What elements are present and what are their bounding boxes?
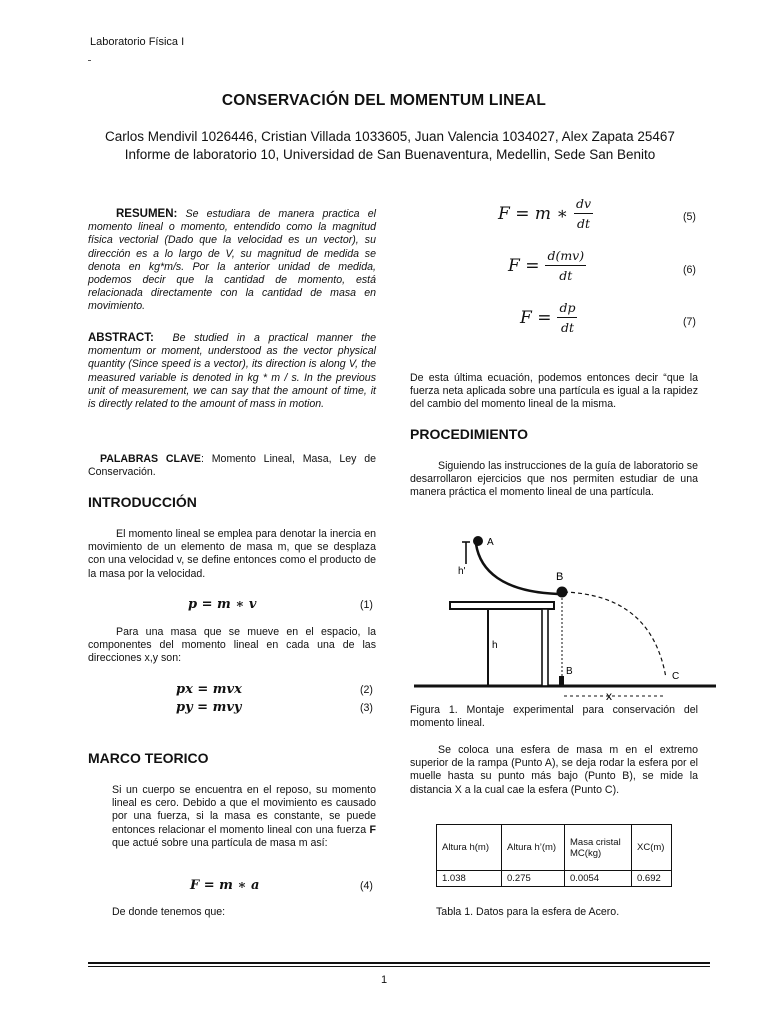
footer-rule-thin	[88, 966, 710, 967]
table-header-cell: Altura h’(m)	[502, 825, 565, 871]
table-cell: 0.275	[502, 871, 565, 887]
equation-6-number: (6)	[683, 264, 696, 276]
right-paragraph-after-eq7: De esta última ecuación, podemos entonces decir “que la fuerza neta aplicada sobre una partícula es igual a la rapidez del cambio del momento lineal de la misma.	[410, 372, 698, 411]
eq6-fraction	[545, 248, 586, 283]
equation-1-number: (1)	[360, 599, 373, 611]
trajectory-dashed	[564, 592, 666, 678]
marco-p1-b: que actué sobre una partícula de masa m así:	[112, 836, 328, 849]
equation-7	[520, 300, 577, 335]
section-heading-introduccion: INTRODUCCIÓN	[88, 494, 197, 510]
equation-3-number: (3)	[360, 702, 373, 714]
keywords	[88, 453, 376, 479]
figure-experimental-setup	[410, 528, 720, 704]
label-b-top: B	[556, 571, 564, 583]
eq7-fraction	[557, 300, 577, 335]
resumen	[88, 208, 376, 314]
footer-rule-thick	[88, 962, 710, 964]
abstract	[88, 332, 376, 411]
table-header-row	[437, 825, 672, 871]
equation-5	[498, 196, 593, 231]
equation-4: F = m ∗ a	[190, 878, 260, 893]
figure-caption: Figura 1. Montaje experimental para conservación del momento lineal.	[410, 704, 698, 730]
eq6-denominator: dt	[559, 268, 573, 283]
eq5-numerator: dv	[574, 196, 593, 214]
intro-p1-text: El momento lineal se emplea para denotar la inercia en movimiento de un elemento de masa m, que se desplaza con una velocidad v, se define entonces como el producto de la masa por la velocidad.	[88, 528, 376, 580]
abstract-label: ABSTRACT:	[88, 332, 154, 344]
table-cell: 0.692	[632, 871, 672, 887]
table-caption: Tabla 1. Datos para la esfera de Acero.	[436, 906, 620, 918]
intro-p2-text: Para una masa que se mueve en el espacio, la componentes del momento lineal en cada una de las direcciones x,y son:	[88, 626, 376, 665]
equation-4-number: (4)	[360, 880, 373, 892]
label-h-prime: h'	[458, 566, 466, 577]
intro-paragraph-1	[88, 528, 376, 581]
paper-title: CONSERVACIÓN DEL MOMENTUM LINEAL	[221, 92, 547, 109]
eq6-lhs: F =	[508, 255, 540, 276]
label-c: C	[672, 671, 680, 682]
label-x: x	[606, 689, 612, 703]
eq5-lhs: F = m ∗	[498, 203, 568, 224]
section-heading-procedimiento: PROCEDIMIENTO	[410, 426, 528, 442]
equation-7-number: (7)	[683, 316, 696, 328]
eq7-denominator: dt	[560, 320, 574, 335]
intro-paragraph-2	[88, 626, 376, 666]
eq7-numerator: dp	[557, 300, 577, 318]
eq5-denominator: dt	[576, 216, 590, 231]
marco-paragraph-2: De donde tenemos que:	[112, 906, 226, 918]
marco-paragraph-1	[112, 784, 376, 850]
proc-p1-text: Siguiendo las instrucciones de la guía de laboratorio se desarrollaron ejercicios que nos permiten estudiar de una manera práctica el momento lineal de una partícula.	[410, 460, 698, 499]
running-header: Laboratorio Física I	[90, 36, 185, 48]
procedimiento-paragraph-2	[410, 744, 698, 797]
resumen-label: RESUMEN:	[116, 208, 178, 220]
table-leg-right	[542, 609, 548, 686]
table-header-cell: Altura h(m)	[437, 825, 502, 871]
ball-point-a	[473, 536, 483, 546]
table-cell: 0.0054	[565, 871, 632, 887]
table-header-cell: Masa cristal MC(kg)	[565, 825, 632, 871]
author-block	[60, 128, 720, 164]
label-h: h	[492, 640, 498, 651]
header-mark	[88, 60, 91, 61]
table-header-cell: XC(m)	[632, 825, 672, 871]
equation-2: px = mvx	[176, 682, 242, 697]
equation-6	[508, 248, 586, 283]
eq5-fraction	[574, 196, 593, 231]
marco-p1-bold: F	[369, 823, 376, 836]
affiliation: Informe de laboratorio 10, Universidad de San Buenaventura, Medellin, Sede San Benito	[124, 147, 656, 162]
eq6-numerator: d(mv)	[545, 248, 586, 266]
equation-2-number: (2)	[360, 684, 373, 696]
table-top	[450, 602, 554, 609]
proc-p2-text: Se coloca una esfera de masa m en el extremo superior de la rampa (Punto A), se deja rodar la esfera por el muelle hasta su punto más bajo (Punto B), se mide la distancia X a la cual cae la esfera (Punto C).	[410, 744, 698, 796]
procedimiento-paragraph-1	[410, 460, 698, 500]
authors: Carlos Mendivil 1026446, Cristian Villada 1033605, Juan Valencia 1034027, Alex Zapata 25467	[105, 129, 675, 144]
table-row	[437, 871, 672, 887]
label-a: A	[487, 537, 494, 548]
eq7-lhs: F =	[520, 307, 552, 328]
abstract-text: Be studied in a practical manner the momentum or moment, understood as the vector physical quantity (Since speed is a vector), its direction is along V, the measured variable is denoted in kg * m / s. In the previous unit of measurement, we can say that the amount of time, it is directly related to the amount of mass in motion.	[88, 332, 376, 411]
equation-5-number: (5)	[683, 211, 696, 223]
data-table	[436, 824, 672, 887]
ramp-curve	[476, 544, 558, 594]
table-cell: 1.038	[437, 871, 502, 887]
plumb-bob	[559, 676, 564, 685]
keywords-text: : Momento Lineal, Masa, Ley de Conservación.	[88, 453, 376, 479]
marco-p1-a: Si un cuerpo se encuentra en el reposo, su momento lineal es cero. Debido a que el movimiento es causado por una fuerza, si la masa es constante, se puede entonces relacionar el momento lineal con una fuerza	[112, 784, 376, 836]
label-b-bottom: B	[566, 666, 573, 677]
section-heading-marco: MARCO TEORICO	[88, 750, 209, 766]
resumen-text: Se estudiara de manera practica el momento lineal o momento, entendido como la magnitud física vectorial (Dado que la velocidad es un vector), su dirección es a lo largo de V, su magnitud de medida se denota en kg*m/s. Por la anterior unidad de medida, podemos decir que la cantidad de momento, está relacionada directamente con la cantidad de masa en movimiento.	[88, 208, 376, 313]
keywords-label: PALABRAS CLAVE	[100, 453, 201, 465]
equation-1: p = m ∗ v	[188, 597, 257, 612]
equation-3: py = mvy	[176, 700, 242, 715]
page-number: 1	[380, 974, 388, 986]
